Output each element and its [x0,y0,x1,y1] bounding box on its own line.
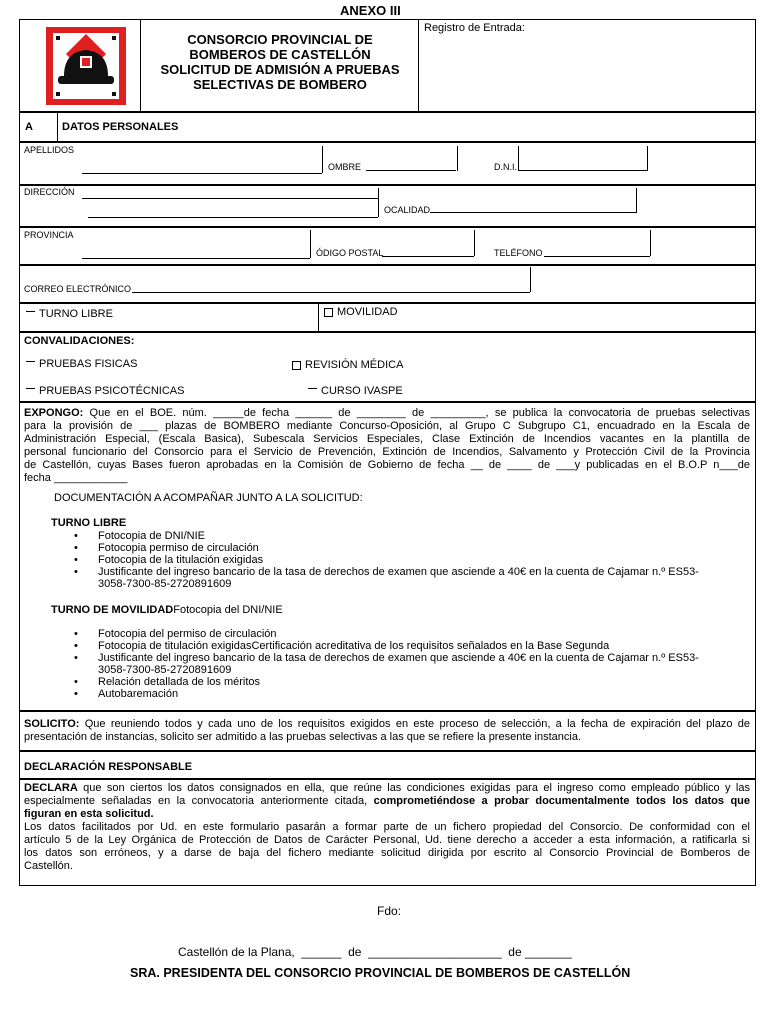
list-item-continuation: 3058-7300-85-2720891609 [98,578,232,590]
nombre-input-line[interactable] [366,170,456,171]
place-date-line[interactable]: Castellón de la Plana, ______ de ____________________ de _______ [178,945,572,959]
turno-libre-doc-list [72,530,752,590]
turno-libre-doc-title: TURNO LIBRE [51,517,127,529]
telefono-label: TELÉFONO [494,248,543,258]
nombre-label: OMBRE [328,162,362,172]
movilidad-doc-list [72,628,752,700]
convalidaciones-title: CONVALIDACIONES: [24,335,135,347]
correo-label: CORREO ELECTRÓNICO [24,284,132,294]
pruebas-fisicas-checkbox[interactable] [26,361,35,362]
list-item: • Justificante del ingreso bancario de la tasa de derechos de examen que asciende a 40€ en la cuenta de Cajamar n.º ES53- [72,652,752,664]
provincia-input-line[interactable] [82,258,310,259]
list-item: • Fotocopia del permiso de circulación [72,628,752,640]
curso-ivaspe-checkbox[interactable] [308,388,317,389]
provincia-label: PROVINCIA [24,230,74,240]
annex-title: ANEXO III [340,3,401,18]
apellidos-input-line[interactable] [82,173,322,174]
list-item: • Fotocopia de la titulación exigidas [72,554,752,566]
telefono-input-line[interactable] [544,256,650,257]
fire-brigade-logo [44,26,128,106]
localidad-label: OCALIDAD [384,205,431,215]
section-a-letter: A [25,121,33,133]
section-a-title: DATOS PERSONALES [62,121,179,133]
codigo-postal-label: ÓDIGO POSTAL [316,248,384,258]
pruebas-fisicas-option[interactable]: PRUEBAS FISICAS [26,358,137,370]
list-item: • Fotocopia de DNI/NIE [72,530,752,542]
turno-libre-option[interactable]: TURNO LIBRE [26,308,113,320]
list-item: • Justificante del ingreso bancario de la tasa de derechos de examen que asciende a 40€ en la cuenta de Cajamar n.º ES53- [72,566,752,578]
movilidad-option[interactable]: MOVILIDAD [324,306,398,318]
revision-medica-checkbox[interactable] [292,361,301,370]
localidad-input-line[interactable] [430,212,636,213]
list-item: • Autobaremación [72,688,752,700]
solicito-paragraph: SOLICITO: Que reuniendo todos y cada uno de los requisitos exigidos en este proceso de selección, a la fecha de expiración del plazo de presentación de instancias, solicito ser admitido a las pruebas selectivas a las que se refiere la presente instancia. [24,718,750,743]
declaracion-title: DECLARACIÓN RESPONSABLE [24,761,193,773]
dni-label: D.N.I. [494,162,518,172]
list-item: • Relación detallada de los méritos [72,676,752,688]
registro-entrada-label: Registro de Entrada: [424,22,525,34]
codigo-postal-input-line[interactable] [382,256,474,257]
header-title: CONSORCIO PROVINCIAL DE BOMBEROS DE CASTELLÓN SOLICITUD DE ADMISIÓN A PRUEBAS SELECTIVAS DE BOMBERO [160,32,400,92]
curso-ivaspe-option[interactable]: CURSO IVASPE [308,385,403,397]
pruebas-psicotecnicas-option[interactable]: PRUEBAS PSICOTÉCNICAS [26,385,184,397]
addressee: SRA. PRESIDENTA DEL CONSORCIO PROVINCIAL DE BOMBEROS DE CASTELLÓN [130,966,631,980]
apellidos-label: APELLIDOS [24,145,75,155]
declaracion-paragraph: DECLARA que son ciertos los datos consignados en ella, que reúne las condiciones exigidas para el ingreso como empleado público y las especialmente señaladas en la convocatoria anteriormente citada, comprometiéndose a probar documentalmente todos los datos que figuran en esta solicitud. Los datos facilitados por Ud. en este formulario pasarán a formar parte de un fichero propiedad del Consorcio. De conformidad con el artículo 5 de la Ley Orgánica de Protección de Datos de Carácter Personal, Ud. tiene derecho a acceder a esta información, a ratificarla si los datos son erróneos, y a darse de baja del fichero mediante solicitud dirigida por escrito al Consorcio Provincial de Bomberos de Castellón. [24,782,750,872]
direccion-label: DIRECCIÓN [24,187,75,197]
pruebas-psicotecnicas-checkbox[interactable] [26,388,35,389]
correo-input-line[interactable] [132,292,530,293]
list-item: • Fotocopia de titulación exigidasCertificación acreditativa de los requisitos señalados en la Base Segunda [72,640,752,652]
direccion-input-line-1[interactable] [82,198,378,199]
revision-medica-option[interactable]: REVISIÓN MÉDICA [292,359,403,371]
list-item-continuation: 3058-7300-85-2720891609 [98,664,232,676]
expongo-paragraph: EXPONGO: Que en el BOE. núm. _____de fecha ______ de ________ de _________, se publica la convocatoria de pruebas selectivas para la provisión de ___ plazas de BOMBERO mediante Concurso-Oposición, al Grupo C Subgrupo C1, encuadrado en la Escala de Administración Especial, (Escala Basica), Subescala Servicios Especiales, Clase Extinción de Incendios vacantes en la plantilla de personal funcionario del Consorcio para el Servicio de Prevención, Extinción de Incendios, Salvamento y Protección Civil de la Provincia de Castellón, cuyas Bases fueron aprobadas en la Comisión de Gobierno de fecha __ de ____ de ___y publicadas en el B.O.P n___de fecha ____________ [24,407,750,484]
dni-input-line[interactable] [518,170,648,171]
direccion-input-line-2[interactable] [88,217,378,218]
movilidad-checkbox[interactable] [324,308,333,317]
documentacion-title: DOCUMENTACIÓN A ACOMPAÑAR JUNTO A LA SOLICITUD: [54,492,363,504]
turno-libre-checkbox[interactable] [26,311,35,312]
list-item: • Fotocopia permiso de circulación [72,542,752,554]
movilidad-doc-title: TURNO DE MOVILIDADFotocopia del DNI/NIE [51,604,283,616]
fdo-label: Fdo: [377,904,402,918]
